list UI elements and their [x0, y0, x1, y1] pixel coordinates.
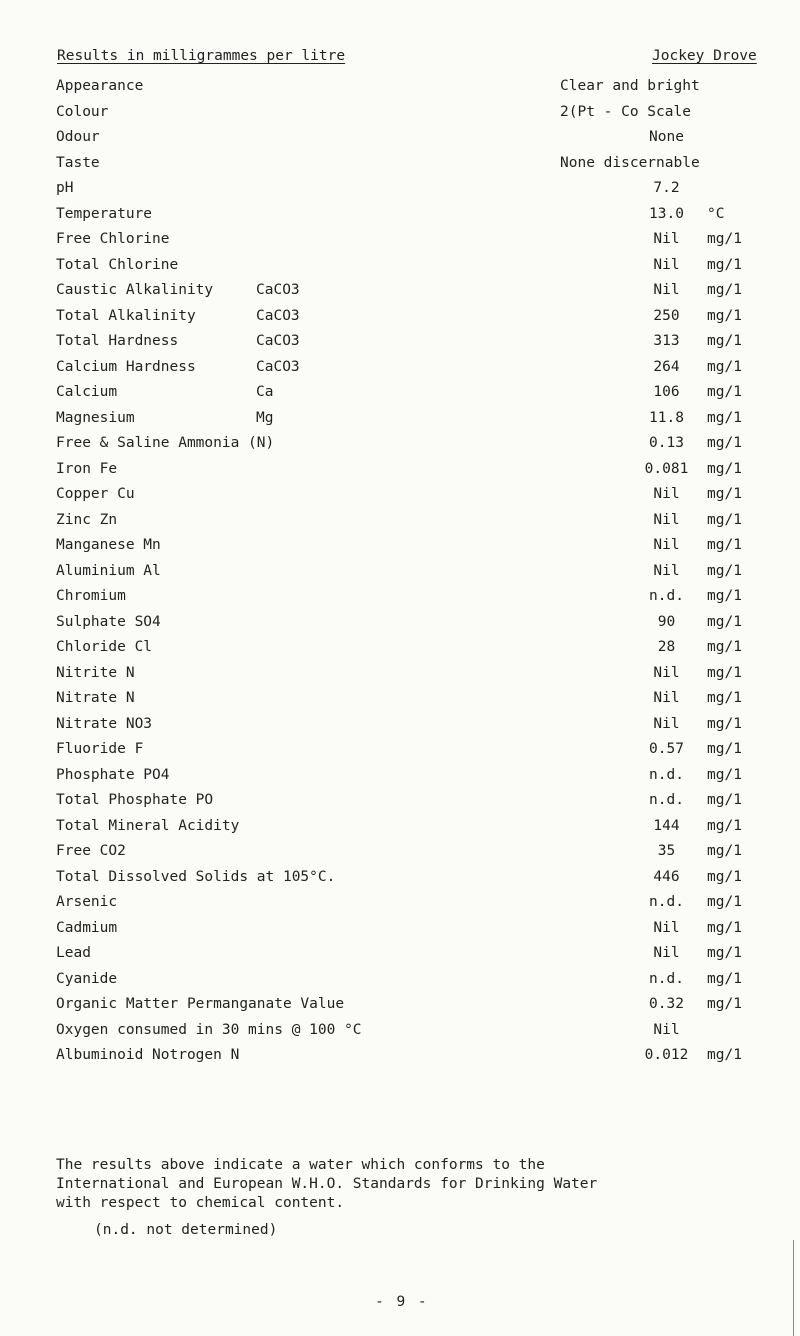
results-header: Results in milligrammes per litre — [57, 48, 346, 64]
row-label: Appearance — [56, 78, 144, 94]
table-row — [0, 894, 800, 920]
table-row — [0, 843, 800, 869]
table-row — [0, 716, 800, 742]
row-value: 0.13 — [649, 435, 684, 451]
row-value: Nil — [653, 1021, 680, 1038]
footnote: (n.d. not determined) — [94, 1222, 278, 1238]
row-unit: mg/1 — [707, 282, 742, 298]
table-row — [0, 614, 800, 640]
row-value: 144 — [653, 817, 680, 834]
row-value: n.d. — [649, 792, 684, 808]
page-number: - 9 - — [375, 1294, 429, 1310]
row-unit: mg/1 — [707, 358, 742, 375]
row-label: Copper Cu — [56, 486, 135, 502]
row-unit: mg/1 — [707, 613, 742, 630]
table-row — [0, 537, 800, 563]
row-label: Arsenic — [56, 894, 118, 910]
row-label: Free CO2 — [56, 843, 126, 859]
table-row — [0, 333, 800, 359]
row-label: Calcium — [56, 384, 118, 400]
row-value: None discernable — [560, 154, 700, 171]
table-row — [0, 792, 800, 818]
table-row — [0, 104, 800, 130]
table-row — [0, 282, 800, 308]
row-label: Free & Saline Ammonia (N) — [56, 435, 275, 451]
row-label: Caustic Alkalinity — [56, 282, 214, 298]
row-label: Total Chlorine — [56, 256, 179, 273]
table-row — [0, 563, 800, 589]
row-value: 0.012 — [644, 1047, 689, 1063]
row-value: 313 — [653, 333, 680, 349]
row-unit: mg/1 — [707, 664, 742, 681]
row-label: Phosphate PO4 — [56, 766, 170, 783]
conclusion-text: The results above indicate a water which conforms to the International and European W.H.O. Standards for Drinking Water with respect to chemical content. — [56, 1157, 598, 1211]
row-unit: mg/1 — [707, 256, 742, 273]
table-row — [0, 180, 800, 206]
row-value: Nil — [653, 945, 680, 961]
row-unit: mg/1 — [707, 384, 742, 400]
row-unit: mg/1 — [707, 1047, 742, 1063]
row-unit: mg/1 — [707, 486, 742, 502]
row-unit: mg/1 — [707, 460, 742, 477]
row-value: Nil — [653, 511, 680, 528]
row-label: Calcium Hardness — [56, 358, 196, 375]
table-row — [0, 435, 800, 461]
row-value: 7.2 — [653, 180, 680, 196]
row-unit: mg/1 — [707, 996, 742, 1012]
row-label: Total Alkalinity — [56, 307, 196, 324]
row-value: 2(Pt - Co Scale — [560, 103, 691, 120]
row-label: Chloride Cl — [56, 639, 153, 655]
row-unit: mg/1 — [707, 894, 742, 910]
row-formula: CaCO3 — [256, 307, 300, 324]
table-row — [0, 996, 800, 1022]
table-row — [0, 257, 800, 283]
row-value: 0.32 — [649, 996, 684, 1012]
row-label: Sulphate SO4 — [56, 613, 161, 630]
row-formula: Ca — [256, 384, 274, 400]
row-value: n.d. — [649, 970, 684, 987]
row-value: 106 — [653, 384, 680, 400]
row-value: 264 — [653, 358, 680, 375]
row-unit: mg/1 — [707, 435, 742, 451]
table-row — [0, 231, 800, 257]
row-label: Oxygen consumed in 30 mins @ 100 °C — [56, 1021, 362, 1038]
row-formula: CaCO3 — [256, 358, 300, 375]
row-value: 0.57 — [649, 741, 684, 757]
row-value: None — [649, 129, 684, 145]
row-unit: mg/1 — [707, 715, 742, 732]
row-label: Cyanide — [56, 970, 118, 987]
row-unit: mg/1 — [707, 690, 742, 706]
row-value: Nil — [653, 231, 680, 247]
row-unit: mg/1 — [707, 333, 742, 349]
table-row — [0, 588, 800, 614]
row-value: Nil — [653, 537, 680, 553]
row-unit: mg/1 — [707, 588, 742, 604]
row-value: 90 — [657, 613, 676, 630]
row-value: Nil — [653, 690, 680, 706]
row-label: Temperature — [56, 205, 153, 222]
table-row — [0, 1022, 800, 1048]
row-label: Odour — [56, 129, 100, 145]
table-row — [0, 78, 800, 104]
table-row — [0, 818, 800, 844]
row-label: Total Dissolved Solids at 105°C. — [56, 868, 336, 885]
row-label: Iron Fe — [56, 460, 118, 477]
table-row — [0, 1047, 800, 1073]
row-value: Nil — [653, 715, 680, 732]
row-value: 446 — [653, 868, 680, 885]
row-label: Nitrate N — [56, 690, 135, 706]
row-value: Nil — [653, 282, 680, 298]
row-label: pH — [56, 180, 74, 196]
site-header: Jockey Drove — [652, 48, 757, 64]
table-row — [0, 129, 800, 155]
row-label: Total Phosphate PO — [56, 792, 214, 808]
row-unit: mg/1 — [707, 868, 742, 885]
table-row — [0, 639, 800, 665]
row-unit: mg/1 — [707, 843, 742, 859]
row-value: Nil — [653, 919, 680, 936]
table-row — [0, 384, 800, 410]
row-unit: mg/1 — [707, 409, 742, 426]
row-value: 13.0 — [649, 205, 684, 222]
row-formula: Mg — [256, 409, 274, 426]
table-row — [0, 410, 800, 436]
table-row — [0, 512, 800, 538]
table-row — [0, 359, 800, 385]
margin-line — [793, 1240, 794, 1336]
row-formula: CaCO3 — [256, 333, 300, 349]
table-row — [0, 308, 800, 334]
row-unit: mg/1 — [707, 741, 742, 757]
row-label: Manganese Mn — [56, 537, 161, 553]
row-label: Colour — [56, 103, 109, 120]
row-unit: mg/1 — [707, 231, 742, 247]
row-formula: CaCO3 — [256, 282, 300, 298]
row-label: Lead — [56, 945, 91, 961]
row-label: Taste — [56, 154, 100, 171]
table-row — [0, 206, 800, 232]
row-label: Aluminium Al — [56, 562, 161, 579]
row-unit: mg/1 — [707, 639, 742, 655]
row-value: Nil — [653, 256, 680, 273]
row-value: 11.8 — [649, 409, 684, 426]
row-label: Nitrite N — [56, 664, 135, 681]
row-value: n.d. — [649, 588, 684, 604]
row-label: Nitrate NO3 — [56, 715, 153, 732]
row-value: Nil — [653, 486, 680, 502]
row-value: Clear and bright — [560, 78, 700, 94]
row-label: Chromium — [56, 588, 126, 604]
row-label: Albuminoid Notrogen N — [56, 1047, 240, 1063]
row-value: 28 — [657, 639, 676, 655]
row-value: Nil — [653, 562, 680, 579]
row-unit: mg/1 — [707, 792, 742, 808]
row-label: Organic Matter Permanganate Value — [56, 996, 345, 1012]
table-row — [0, 690, 800, 716]
row-label: Cadmium — [56, 919, 118, 936]
table-row — [0, 920, 800, 946]
row-unit: mg/1 — [707, 970, 742, 987]
row-label: Free Chlorine — [56, 231, 170, 247]
row-unit: mg/1 — [707, 511, 742, 528]
table-row — [0, 155, 800, 181]
table-row — [0, 741, 800, 767]
row-value: 250 — [653, 307, 680, 324]
row-value: 35 — [657, 843, 676, 859]
table-row — [0, 486, 800, 512]
table-row — [0, 665, 800, 691]
row-value: Nil — [653, 664, 680, 681]
row-unit: mg/1 — [707, 766, 742, 783]
row-unit: mg/1 — [707, 562, 742, 579]
table-row — [0, 945, 800, 971]
row-unit: mg/1 — [707, 817, 742, 834]
row-unit: mg/1 — [707, 945, 742, 961]
results-table — [0, 78, 800, 1073]
row-value: n.d. — [649, 766, 684, 783]
row-value: n.d. — [649, 894, 684, 910]
table-row — [0, 461, 800, 487]
row-label: Magnesium — [56, 409, 135, 426]
row-label: Zinc Zn — [56, 511, 118, 528]
row-label: Total Hardness — [56, 333, 179, 349]
row-unit: °C — [707, 205, 725, 222]
table-row — [0, 767, 800, 793]
row-unit: mg/1 — [707, 537, 742, 553]
table-row — [0, 971, 800, 997]
row-label: Total Mineral Acidity — [56, 817, 240, 834]
row-label: Fluoride F — [56, 741, 144, 757]
row-value: 0.081 — [644, 460, 689, 477]
row-unit: mg/1 — [707, 307, 742, 324]
table-row — [0, 869, 800, 895]
row-unit: mg/1 — [707, 919, 742, 936]
